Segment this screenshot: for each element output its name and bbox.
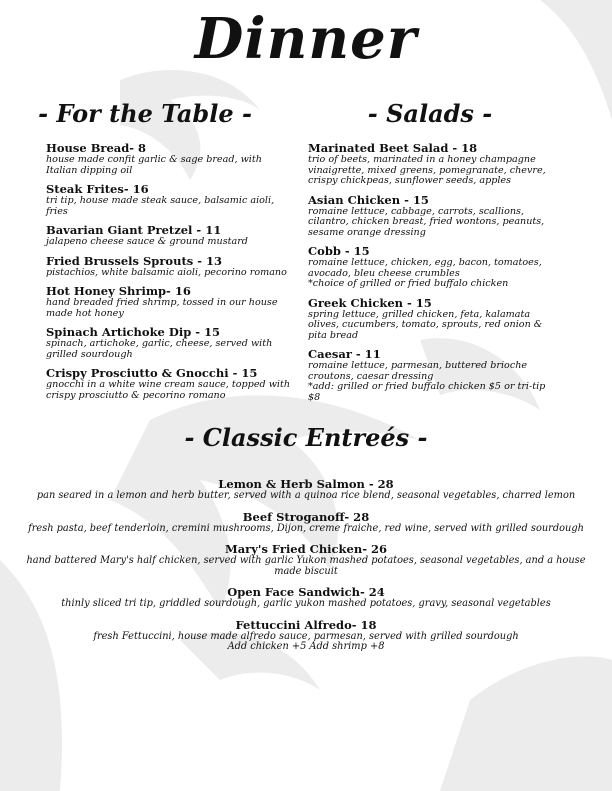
menu-item — [20, 478, 592, 502]
menu-item-name: Caesar - 11 — [308, 347, 381, 361]
menu-item-name: Bavarian Giant Pretzel - 11 — [46, 223, 222, 237]
for-the-table-heading: - For the Table - — [38, 99, 252, 128]
menu-item-description: house made confit garlic & sage bread, with Italian dipping oil — [46, 154, 262, 176]
menu-item — [308, 297, 560, 342]
menu-item-description: pistachios, white balsamic aioli, pecorino romano — [46, 266, 287, 278]
menu-item — [308, 194, 560, 239]
menu-item — [20, 619, 592, 653]
menu-item-name: Asian Chicken - 15 — [308, 192, 429, 207]
classic-entrees-heading: - Classic Entreés - — [184, 423, 428, 452]
menu-item-description: thinly sliced tri tip, griddled sourdough, garlic yukon mashed potatoes, gravy, seasonal vegetables — [61, 598, 551, 609]
menu-item-description: romaine lettuce, cabbage, carrots, scallions, cilantro, chicken breast, fried wontons, peanuts, sesame orange dressing — [308, 205, 545, 238]
menu-item-name: Marinated Beet Salad - 18 — [308, 141, 478, 155]
menu-item — [46, 224, 296, 248]
menu-item-description: hand battered Mary's half chicken, served with garlic Yukon mashed potatoes, seasonal vegetables, and a house made biscuit — [26, 555, 586, 577]
menu-item — [46, 255, 296, 279]
menu-item-name: Fettuccini Alfredo- 18 — [235, 617, 377, 632]
salads-list — [308, 142, 560, 410]
for-the-table-list — [46, 142, 296, 408]
page-title: Dinner — [194, 6, 418, 72]
menu-item-description: pan seared in a lemon and herb butter, served with a quinoa rice blend, seasonal vegetables, charred lemon — [36, 490, 576, 501]
menu-item — [46, 367, 296, 401]
menu-item — [46, 142, 296, 176]
menu-item — [20, 543, 592, 577]
menu-item-name: Steak Frites- 16 — [46, 182, 149, 196]
menu-item-name: Open Face Sandwich- 24 — [227, 585, 385, 599]
menu-item — [20, 511, 592, 535]
menu-item-description: jalapeno cheese sauce & ground mustard — [46, 236, 248, 247]
menu-item-description: fresh Fettuccini, house made alfredo sauce, parmesan, served with grilled sourdough — [93, 630, 519, 642]
menu-item — [20, 586, 592, 610]
menu-item-description: gnocchi in a white wine cream sauce, topped with crispy prosciutto & pecorino romano — [46, 379, 291, 401]
menu-item — [46, 326, 296, 360]
menu-item-note: *add: grilled or fried buffalo chicken $5 or tri-tip $8 — [308, 381, 546, 403]
menu-item-description: romaine lettuce, parmesan, buttered brioche croutons, caesar dressing — [308, 360, 528, 382]
menu-item-name: Spinach Artichoke Dip - 15 — [46, 325, 221, 339]
menu-item — [46, 285, 296, 319]
menu-item-description: trio of beets, marinated in a honey champagne vinaigrette, mixed greens, pomegranate, chevre, crispy chickpeas, sunflower seeds, apples — [308, 154, 546, 186]
menu-item-description: tri tip, house made steak sauce, balsamic aioli, fries — [46, 195, 275, 217]
classic-entrees-list — [20, 478, 592, 662]
menu-item — [46, 183, 296, 217]
menu-item-description: hand breaded fried shrimp, tossed in our house made hot honey — [46, 297, 278, 319]
menu-item-name: Beef Stroganoff- 28 — [242, 509, 370, 524]
menu-item-name: Hot Honey Shrimp- 16 — [46, 284, 191, 298]
menu-item-name: Lemon & Herb Salmon - 28 — [218, 477, 394, 491]
menu-item-description: fresh pasta, beef tenderloin, cremini mushrooms, Dijon, creme fraiche, red wine, served with grilled sourdough — [28, 522, 584, 534]
menu-item-description: spinach, artichoke, garlic, cheese, served with grilled sourdough — [46, 338, 273, 360]
menu-item — [308, 348, 560, 403]
menu-item-description: spring lettuce, grilled chicken, feta, kalamata olives, cucumbers, tomato, sprouts, red onion & pita bread — [308, 308, 543, 341]
menu-item-name: Greek Chicken - 15 — [308, 295, 432, 310]
menu-item — [308, 245, 560, 290]
menu-item — [308, 142, 560, 187]
menu-item-name: Cobb - 15 — [308, 244, 370, 258]
salads-heading: - Salads - — [367, 99, 493, 128]
menu-item-name: House Bread- 8 — [46, 141, 147, 155]
menu-item-name: Fried Brussels Sprouts - 13 — [46, 253, 223, 268]
menu-item-name: Crispy Prosciutto & Gnocchi - 15 — [46, 366, 258, 380]
menu-item-description: romaine lettuce, chicken, egg, bacon, tomatoes, avocado, bleu cheese crumbles — [308, 257, 542, 279]
menu-item-name: Mary's Fried Chicken- 26 — [225, 542, 387, 556]
menu-item-note: Add chicken +5 Add shrimp +8 — [227, 641, 385, 652]
menu-item-note: *choice of grilled or fried buffalo chicken — [308, 278, 509, 289]
